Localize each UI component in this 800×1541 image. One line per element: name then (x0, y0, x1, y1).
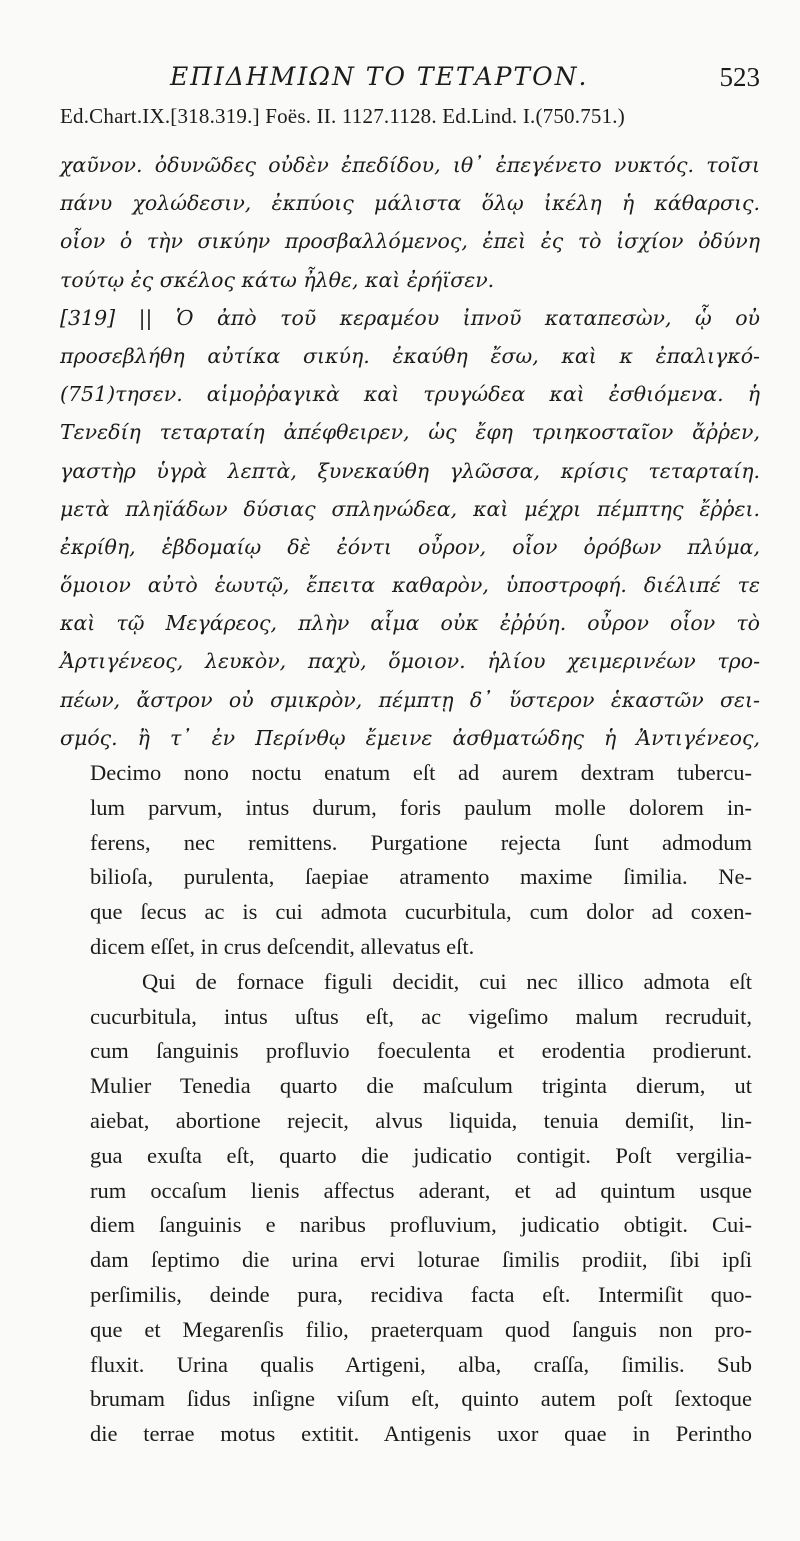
greek-line: [319] || Ὁ ἀπὸ τοῦ κεραμέου ἰπνοῦ καταπεσὼν, ᾧ οὐ (60, 305, 760, 330)
greek-line: Ἀρτιγένεος, λευκὸν, παχὺ, ὅμοιον. ἡλίου χειμερινέων τρο- (60, 649, 760, 674)
greek-line: ἐκρίθη, ἑβδομαίῳ δὲ ἐόντι οὖρον, οἷον ὀρόβων πλύμα, (60, 534, 760, 559)
latin-line: que et Megarenſis filio, praeterquam quod ſanguis non pro- (90, 1316, 752, 1342)
latin-line: cucurbitula, intus uſtus eſt, ac vigeſimo malum recruduit, (90, 1003, 752, 1029)
latin-line: die terrae motus extitit. Antigenis uxor quae in Perintho (90, 1421, 752, 1447)
latin-line: rum occaſum lienis affectus aderant, et ad quintum usque (90, 1177, 752, 1203)
greek-line: χαῦνον. ὀδυνῶδες οὐδὲν ἐπεδίδου, ιθ᾽ ἐπεγένετο νυκτός. τοῖσι (60, 153, 760, 177)
latin-line: Qui de fornace figuli decidit, cui nec illico admota eſt (142, 968, 752, 994)
latin-line: dam ſeptimo die urina ervi loturae ſimilis prodiit, ſibi ipſi (90, 1247, 752, 1273)
greek-line: ὅμοιον αὐτὸ ἑωυτῷ, ἔπειτα καθαρὸν, ὑποστροφή. διέλιπέ τε (60, 573, 760, 598)
greek-line: πάνυ χολώδεσιν, ἐκπύοις μάλιστα ὅλῳ ἰκέλη ἡ κάθαρσις. (60, 191, 760, 216)
latin-line: Mulier Tenedia quarto die maſculum triginta dierum, ut (90, 1073, 752, 1099)
edition-reference-line: Ed.Chart.IX.[318.319.] Foës. II. 1127.1128. Ed.Lind. I.(750.751.) (60, 104, 625, 128)
latin-line: lum parvum, intus durum, foris paulum molle dolorem in- (90, 794, 752, 820)
greek-line: Τενεδίη τεταρταίη ἀπέφθειρεν, ὡς ἔφη τριηκοσταῖον ἄῤῥεν, (60, 420, 760, 445)
greek-line: οἷον ὁ τὴν σικύην προσβαλλόμενος, ἐπεὶ ἐς τὸ ἰσχίον ὀδύνη (60, 229, 760, 254)
greek-line: μετὰ πληϊάδων δύσιας σπληνώδεα, καὶ μέχρι πέμπτης ἔῤῥει. (60, 496, 760, 521)
latin-line: brumam ſidus inſigne viſum eſt, quinto autem poſt ſextoque (90, 1386, 752, 1412)
greek-line: καὶ τῷ Μεγάρεος, πλὴν αἷμα οὐκ ἐῤῥύη. οὖρον οἷον τὸ (60, 611, 760, 636)
greek-line: (751)τησεν. αἱμοῤῥαγικὰ καὶ τρυγώδεα καὶ ἐσθιόμενα. ἡ (60, 382, 760, 407)
running-title: ΕΠΙΔΗΜΙΩΝ ΤΟ ΤΕΤΑΡΤΟΝ. (170, 62, 589, 91)
latin-line: aiebat, abortione rejecit, alvus liquida, tenuia demiſit, lin- (90, 1107, 752, 1133)
latin-line: cum ſanguinis profluvio foeculenta et erodentia prodierunt. (90, 1038, 752, 1064)
latin-line: diem ſanguinis e naribus profluvium, judicatio obtigit. Cui- (90, 1212, 752, 1238)
greek-line: προσεβλήθη αὐτίκα σικύη. ἐκαύθη ἔσω, καὶ κ ἐπαλιγκό- (60, 343, 760, 368)
page-header (60, 62, 760, 102)
latin-line: bilioſa, purulenta, ſaepiae atramento maxime ſimilia. Ne- (90, 864, 752, 890)
latin-line: gua exuſta eſt, quarto die judicatio contigit. Poſt vergilia- (90, 1142, 752, 1168)
latin-line: ferens, nec remittens. Purgatione rejecta ſunt admodum (90, 829, 752, 855)
greek-line: γαστὴρ ὑγρὰ λεπτὰ, ξυνεκαύθη γλῶσσα, κρίσις τεταρταίη. (60, 458, 760, 483)
latin-line: Decimo nono noctu enatum eſt ad aurem dextram tubercu- (90, 760, 752, 785)
greek-line: τούτῳ ἐς σκέλος κάτω ἦλθε, καὶ ἐρήϊσεν. (60, 267, 495, 292)
greek-line: πέων, ἄστρον οὐ σμικρὸν, πέμπτῃ δ᾽ ὕστερον ἑκαστῶν σει- (60, 687, 760, 712)
greek-line: σμός. ἢ τ᾽ ἐν Περίνθῳ ἔμεινε ἀσθματώδης ἡ Ἀντιγένεος, (60, 725, 760, 750)
latin-line: que ſecus ac is cui admota cucurbitula, cum dolor ad coxen- (90, 899, 752, 925)
page-number: 523 (719, 62, 760, 92)
greek-text-block (60, 146, 760, 757)
latin-line: perſimilis, deinde pura, recidiva facta eſt. Intermiſit quo- (90, 1281, 752, 1307)
latin-line: fluxit. Urina qualis Artigeni, alba, craſſa, ſimilis. Sub (90, 1351, 752, 1377)
latin-text-block (90, 756, 752, 1452)
latin-line: dicem eſſet, in crus deſcendit, allevatus eſt. (90, 933, 475, 959)
